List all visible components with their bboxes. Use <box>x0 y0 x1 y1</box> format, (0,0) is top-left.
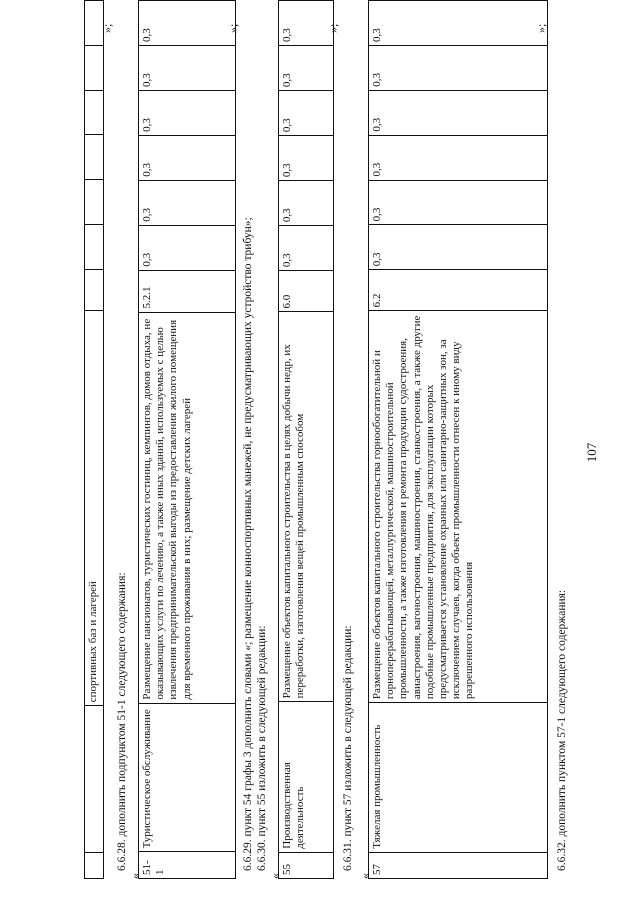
row-number: 51-1 <box>139 852 236 879</box>
instruction-6-6-28: 6.6.28. дополнить подпунктом 51-1 следующего содержания: <box>116 572 128 871</box>
opening-quote: « <box>358 873 372 879</box>
row-name: Тяжелая промышленность <box>369 703 548 853</box>
closing-quote: »; <box>100 23 114 33</box>
value-cell: 0,3 <box>279 136 334 181</box>
value-cell: 0,3 <box>139 135 236 180</box>
table-row <box>279 1 334 879</box>
table-row-55 <box>278 0 334 879</box>
page-number: 107 <box>584 442 599 463</box>
table-row-57 <box>368 0 548 879</box>
table-cell <box>85 224 104 269</box>
table-cell <box>85 269 104 310</box>
value-cell: 0,3 <box>369 1 548 46</box>
value-cell: 0,3 <box>139 90 236 135</box>
instruction-6-6-31: 6.6.31. пункт 57 изложить в следующей редакции: <box>342 625 354 871</box>
value-cell: 0,3 <box>369 180 548 225</box>
table-cell <box>85 45 104 90</box>
value-cell: 0,3 <box>139 225 236 270</box>
opening-quote: « <box>128 873 142 879</box>
value-cell: 0,3 <box>279 91 334 136</box>
closing-quote: »; <box>226 23 240 33</box>
table-row-51-1 <box>138 0 236 879</box>
value-cell: 0,3 <box>279 46 334 91</box>
row-description: Размещение пансионатов, туристических гостиниц, кемпингов, домов отдыха, не оказывающих услуги по лечению, а также иных зданий, используемых с целью извлечения предпринимательской выгоды из предоставления жилого помещения для временного проживания в них; размещение детских лагерей <box>139 312 236 703</box>
row-number: 57 <box>369 852 548 878</box>
value-cell: 0,3 <box>139 46 236 91</box>
fragment-text: спортивных баз и лагерей <box>85 310 104 706</box>
value-cell: 0,3 <box>369 225 548 270</box>
value-cell: 0,3 <box>279 181 334 226</box>
row-number: 55 <box>279 852 334 878</box>
value-cell: 0,3 <box>369 135 548 180</box>
table-cell <box>85 853 104 879</box>
value-cell: 0,3 <box>139 180 236 225</box>
table-row <box>369 1 548 879</box>
table-cell <box>85 180 104 225</box>
value-cell: 0,3 <box>279 1 334 46</box>
row-name: Производственная деятельность <box>279 702 334 852</box>
row-description: Размещение объектов капитального строительства в целях добычи недр, их переработки, изготовления вещей промышленным способом <box>279 312 334 702</box>
table-cell <box>85 90 104 135</box>
row-code: 6.2 <box>369 270 548 311</box>
row-description: Размещение объектов капитального строительства горнообогатительной и горноперерабатывающей, металлургической, машиностроительной промышленности, а также изготовления и ремонта продукции судостроения, авиастроения, вагоностроения, машиностроения, станкостроения, а также другие подобные промышленные предприятия, для эксплуатации которых предусматривается установление охранных или санитарно-защитных зон, за исключением случаев, когда объект промышленности отнесен к иному виду разрешенного использования <box>369 311 548 703</box>
value-cell: 0,3 <box>139 1 236 46</box>
table-row <box>85 1 104 879</box>
row-code: 5.2.1 <box>139 270 236 312</box>
instruction-6-6-30: 6.6.30. пункт 55 изложить в следующей редакции: <box>256 625 268 871</box>
table-fragment-top <box>84 0 104 879</box>
instruction-6-6-32: 6.6.32. дополнить пунктом 57-1 следующего содержания: <box>556 589 568 871</box>
value-cell: 0,3 <box>369 90 548 135</box>
table-cell <box>85 135 104 180</box>
closing-quote: »; <box>326 23 340 33</box>
row-name: Туристическое обслуживание <box>139 703 236 852</box>
row-code: 6.0 <box>279 271 334 312</box>
opening-quote: « <box>268 873 282 879</box>
value-cell: 0,3 <box>369 45 548 90</box>
table-cell <box>85 706 104 853</box>
table-row <box>139 1 236 879</box>
instruction-6-6-29: 6.6.29. пункт 54 графы 3 дополнить словами «; размещение конноспортивных манежей, не предусматривающих устройство трибун»; <box>242 217 254 871</box>
closing-quote: »; <box>534 23 548 33</box>
value-cell: 0,3 <box>279 226 334 271</box>
